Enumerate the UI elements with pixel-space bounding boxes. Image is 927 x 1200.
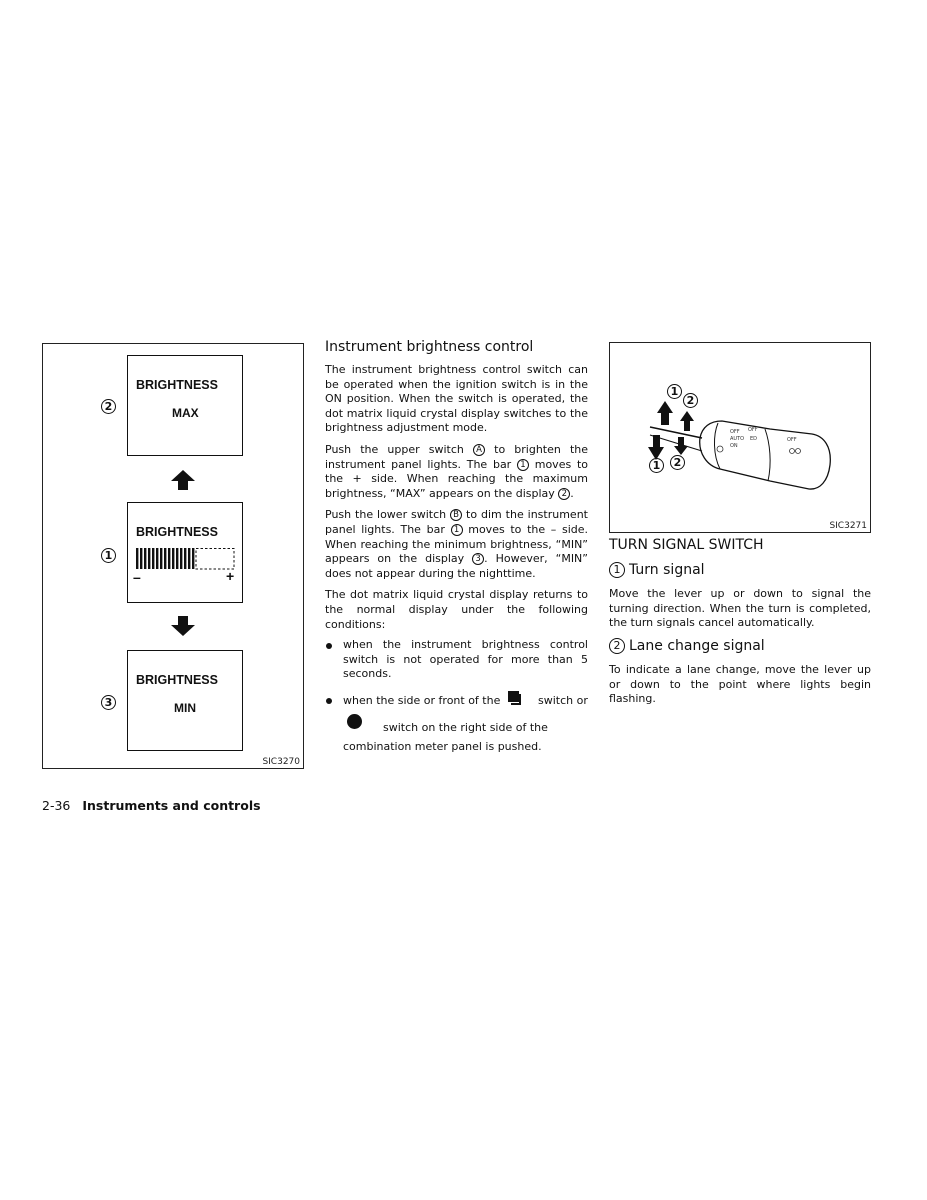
callout-1: 1: [101, 548, 116, 563]
svg-text:ED: ED: [750, 436, 758, 442]
lcd-value-max: MAX: [172, 406, 199, 420]
brightness-figure: [42, 343, 304, 769]
subheading-lane-change: 2 Lane change signal: [609, 638, 765, 654]
display-mark-3: 3: [472, 553, 484, 565]
display-mark-2: 2: [558, 488, 570, 500]
arrow-label-1: 1: [667, 384, 682, 399]
bullet-dot: [326, 698, 332, 704]
arrow-up-icon: [170, 469, 196, 491]
lcd-value-min: MIN: [174, 701, 196, 715]
lcd-title: BRIGHTNESS: [136, 378, 218, 392]
switch-b-mark: B: [450, 509, 462, 521]
bullet-dot: [326, 643, 332, 649]
page-number: 2-36: [42, 798, 71, 813]
paragraph-2: Push the upper switch A to brighten the instrument panel lights. The bar 1 moves to the + side. When reaching the maximum brightness, “MAX” appears on the display 2 .: [325, 442, 589, 500]
lcd-panel-min: [127, 650, 243, 751]
number-1-mark: 1: [609, 562, 625, 578]
arrow-label-2: 2: [670, 455, 685, 470]
number-2-mark: 2: [609, 638, 625, 654]
figure-code: SIC3270: [262, 757, 300, 767]
paragraph-4: The dot matrix liquid crystal display returns to the normal display under the following conditions:: [325, 588, 588, 631]
switch-a-mark: A: [473, 444, 485, 456]
callout-3: 3: [101, 695, 116, 710]
paragraph-lane-change: To indicate a lane change, move the lever up or down to the point where lights begin flashing.: [609, 663, 871, 706]
callout-2: 2: [101, 399, 116, 414]
svg-text:OFF: OFF: [787, 437, 797, 443]
subheading-turn-signal: 1 Turn signal: [609, 562, 705, 578]
svg-text:OFF: OFF: [730, 429, 740, 435]
paragraph-1: The instrument brightness control switch can be operated when the ignition switch is in the ON position. When the switch is operated, the dot matrix liquid crystal display switches to the brightness adjustment mode.: [325, 363, 588, 435]
lcd-title: BRIGHTNESS: [136, 525, 218, 539]
bullet-item-2-part-c: switch on the right side of the combination meter panel is pushed.: [343, 721, 548, 753]
bar-mark-1: 1: [451, 524, 463, 536]
arrow-label-2: 2: [683, 393, 698, 408]
brightness-bar-graphic: [134, 547, 236, 571]
lcd-panel-max: [127, 355, 243, 456]
section-heading: TURN SIGNAL SWITCH: [609, 537, 764, 553]
arrow-label-1: 1: [649, 458, 664, 473]
turn-signal-lever-illustration: [610, 343, 870, 532]
display-toggle-icon: [507, 690, 523, 706]
lcd-title: BRIGHTNESS: [136, 673, 218, 687]
bar-plus-label: +: [226, 568, 235, 584]
lcd-panel-bar: [127, 502, 243, 603]
page-footer: [42, 798, 261, 813]
section-heading: Instrument brightness control: [325, 339, 534, 355]
paragraph-3: Push the lower switch B to dim the instrument panel lights. The bar 1 moves to the – side. When reaching the minimum brightness, “MIN” appears on the display 3 . However, “MIN” does not appear during the nighttime.: [325, 508, 589, 580]
bullet-item-2-part-a: when the side or front of the: [343, 694, 501, 707]
section-name: Instruments and controls: [82, 798, 261, 813]
paragraph-turn-signal: Move the lever up or down to signal the turning direction. When the turn is completed, the turn signals cancel automatically.: [609, 587, 871, 630]
arrow-down-icon: [170, 615, 196, 637]
svg-text:AUTO: AUTO: [730, 436, 745, 442]
body-text: [325, 363, 588, 632]
figure-code: SIC3271: [829, 521, 867, 531]
bullet-item-2-part-b: switch or: [538, 694, 588, 707]
bar-mark-1: 1: [517, 459, 529, 471]
svg-text:OFF: OFF: [748, 427, 758, 433]
turn-signal-figure: [609, 342, 871, 533]
bullet-item-1: when the instrument brightness control switch is not operated for more than 5 seconds.: [343, 638, 588, 681]
bar-minus-label: –: [133, 569, 141, 585]
svg-text:ON: ON: [730, 443, 738, 449]
